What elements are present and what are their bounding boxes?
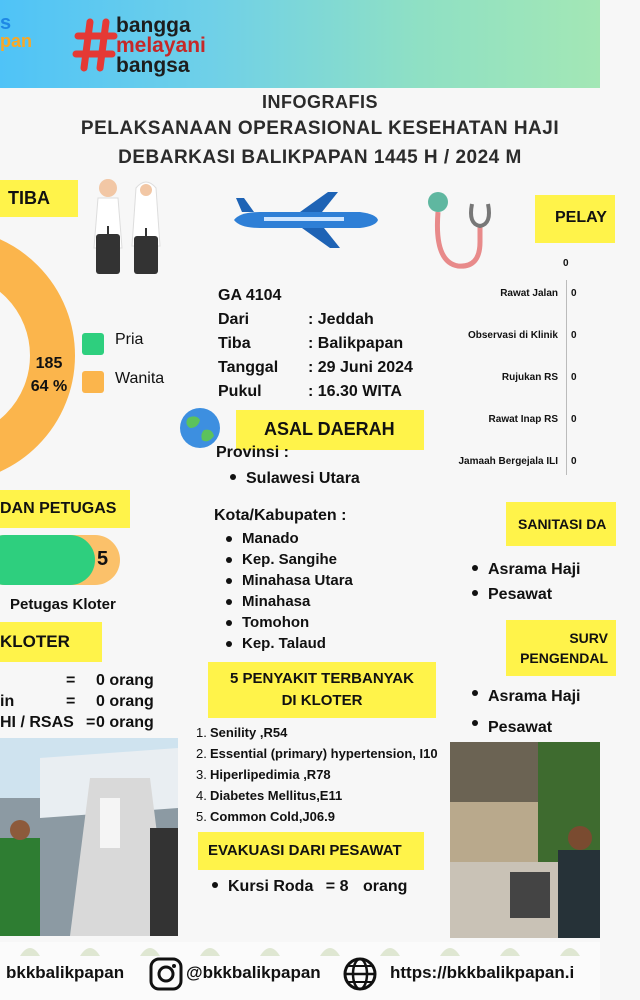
kota-label: Kota/Kabupaten :: [214, 507, 347, 524]
svc-value-rawat-jalan: 0: [571, 288, 577, 299]
photo-screening: [450, 742, 600, 938]
svc-label-rawat-jalan: Rawat Jalan: [500, 288, 558, 299]
kota-item: Manado: [218, 528, 353, 549]
flight-value: : 16.30 WITA: [308, 383, 402, 400]
disease-item: [196, 785, 438, 806]
legend-label-wanita: Wanita: [115, 370, 165, 387]
evakuasi-item-label: Kursi Roda: [228, 878, 314, 895]
sanitasi-list: [464, 557, 581, 607]
flight-row-dari: [218, 308, 413, 332]
svc-value-ili: 0: [571, 456, 577, 467]
legend-label-pria: Pria: [115, 331, 144, 348]
flight-key: Pukul: [218, 383, 262, 400]
footer-handle-1[interactable]: bkkbalikpapan: [6, 963, 125, 982]
hashtag-icon: [74, 18, 118, 72]
flight-info: [218, 284, 413, 404]
disease-number: 3.: [196, 767, 207, 782]
logo-left: [0, 14, 40, 74]
svc-value-observasi: 0: [571, 330, 577, 341]
petugas-caption: Petugas Kloter: [10, 596, 116, 613]
disease-number: 5.: [196, 809, 207, 824]
kloter-row: [0, 670, 180, 691]
stethoscope-icon: [424, 186, 494, 282]
kloter-row-eq: =: [86, 714, 96, 731]
globe-web-icon: [342, 956, 378, 992]
survei-item: Pesawat: [464, 712, 581, 744]
provinsi-item: Sulawesi Utara: [222, 466, 360, 491]
survei-heading-line2: PENGENDAL: [520, 650, 608, 666]
title-line1: INFOGRAFIS: [262, 92, 378, 112]
disease-item: [196, 806, 438, 827]
svc-axis-zero: 0: [563, 258, 569, 269]
flight-value: : Jeddah: [308, 311, 374, 328]
kota-list: [218, 528, 353, 654]
svc-label-rawat-inap: Rawat Inap RS: [488, 414, 558, 425]
svc-axis-line: [566, 280, 567, 475]
pelayanan-heading-text: PELAY: [555, 209, 607, 226]
survei-heading-line1: SURV: [569, 630, 608, 646]
svc-value-rawat-inap: 0: [571, 414, 577, 425]
survei-item: Asrama Haji: [464, 682, 581, 712]
kota-item: Minahasa: [218, 591, 353, 612]
wanita-count: 185: [35, 355, 63, 372]
airplane-icon: [230, 192, 380, 250]
photo-debarkation: [0, 738, 178, 936]
svc-label-ili: Jamaah Bergejala ILI: [458, 456, 558, 467]
kloter-row-eq: =: [66, 693, 76, 710]
logo-line2: pan: [0, 31, 33, 51]
sanitasi-item: Asrama Haji: [464, 557, 581, 582]
flight-code: GA 4104: [218, 287, 282, 304]
disease-number: 4.: [196, 788, 207, 803]
disease-item: [196, 743, 438, 764]
footer-decor: [0, 940, 600, 956]
wanita-percent: 64 %: [30, 378, 68, 395]
logo-line1: s: [0, 12, 12, 34]
tiba-heading: [0, 180, 78, 217]
petugas-value: 5: [97, 548, 109, 570]
kloter-row-value: 0 orang: [96, 714, 154, 731]
provinsi-list: [222, 466, 360, 491]
sanitasi-heading-text: SANITASI DA: [518, 516, 607, 532]
flight-value: : 29 Juni 2024: [308, 359, 413, 376]
title-line3: DEBARKASI BALIKPAPAN 1445 H / 2024 M: [118, 147, 522, 168]
instagram-icon: [148, 956, 184, 992]
footer-website[interactable]: https://bkkbalikpapan.i: [390, 963, 575, 982]
evakuasi-heading: [198, 832, 424, 870]
provinsi-label: Provinsi :: [216, 444, 289, 461]
flight-row-pukul: [218, 380, 413, 404]
tagline: [116, 16, 206, 76]
svc-value-rujukan: 0: [571, 372, 577, 383]
kloter-row: [0, 691, 180, 712]
disease-number: 1.: [196, 725, 207, 740]
svc-label-rujukan: Rujukan RS: [501, 372, 558, 383]
tagline-line3: bangsa: [116, 54, 190, 77]
kota-item: Tomohon: [218, 612, 353, 633]
flight-row-tiba: [218, 332, 413, 356]
survei-list: [464, 682, 581, 744]
title-line2: PELAKSANAAN OPERASIONAL KESEHATAN HAJI: [80, 118, 560, 139]
disease-text: Common Cold,J06.9: [210, 809, 335, 824]
kota-item: Kep. Sangihe: [218, 549, 353, 570]
evakuasi-item: [204, 874, 407, 899]
kloter-row-label: HI / RSAS: [0, 714, 74, 731]
disease-item: [196, 722, 438, 743]
kota-item: Minahasa Utara: [218, 570, 353, 591]
disease-number: 2.: [196, 746, 207, 761]
kloter-row-label: in: [0, 693, 15, 710]
tagline-line2: melayani: [116, 34, 206, 57]
footer-handle-2[interactable]: @bkkbalikpapan: [186, 963, 321, 982]
petugas-heading-text: DAN PETUGAS: [0, 500, 117, 517]
kloter-row-value: 0 orang: [96, 693, 154, 710]
pilgrims-illustration-icon: [90, 176, 170, 280]
asal-daerah-heading-text: ASAL DAERAH: [264, 419, 395, 439]
svc-label-observasi: Observasi di Klinik: [467, 330, 558, 341]
evakuasi-count: = 8: [325, 878, 349, 895]
disease-text: Essential (primary) hypertension, I10: [210, 746, 438, 761]
petugas-bar-fill: [0, 535, 95, 585]
penyakit-heading: [208, 662, 436, 718]
penyakit-heading-line2: DI KLOTER: [281, 692, 363, 709]
sanitasi-item: Pesawat: [464, 582, 581, 607]
petugas-heading: [0, 490, 130, 528]
flight-row-tanggal: [218, 356, 413, 380]
kloter-row: [0, 712, 180, 733]
legend-swatch-pria: [82, 333, 104, 355]
disease-item: [196, 764, 438, 785]
flight-key: Tanggal: [218, 359, 279, 376]
pelayanan-heading: [535, 195, 615, 243]
tiba-heading-text: TIBA: [8, 188, 50, 208]
kloter-row-label: [0, 670, 66, 691]
disease-text: Hiperlipedimia ,R78: [210, 767, 331, 782]
sanitasi-heading: [506, 502, 616, 546]
kloter-row-value: 0 orang: [96, 672, 154, 689]
kloter-row-eq: =: [66, 672, 76, 689]
evakuasi-heading-text: EVAKUASI DARI PESAWAT: [208, 842, 402, 859]
kota-item: Kep. Talaud: [218, 633, 353, 654]
evakuasi-unit: orang: [362, 878, 408, 895]
evakuasi-list: [204, 874, 407, 899]
disease-list: [196, 722, 438, 827]
disease-text: Diabetes Mellitus,E11: [210, 788, 343, 803]
kloter-rows: [0, 670, 180, 733]
flight-value: : Balikpapan: [308, 335, 404, 352]
flight-key: Tiba: [218, 335, 251, 352]
kloter-heading-text: KLOTER: [0, 632, 70, 651]
legend-swatch-wanita: [82, 371, 104, 393]
tagline-line1: bangga: [116, 14, 191, 37]
survei-heading: [506, 620, 616, 676]
disease-text: Senility ,R54: [210, 725, 288, 740]
penyakit-heading-line1: 5 PENYAKIT TERBANYAK: [230, 670, 414, 687]
kloter-heading: [0, 622, 102, 662]
flight-key: Dari: [218, 311, 250, 328]
